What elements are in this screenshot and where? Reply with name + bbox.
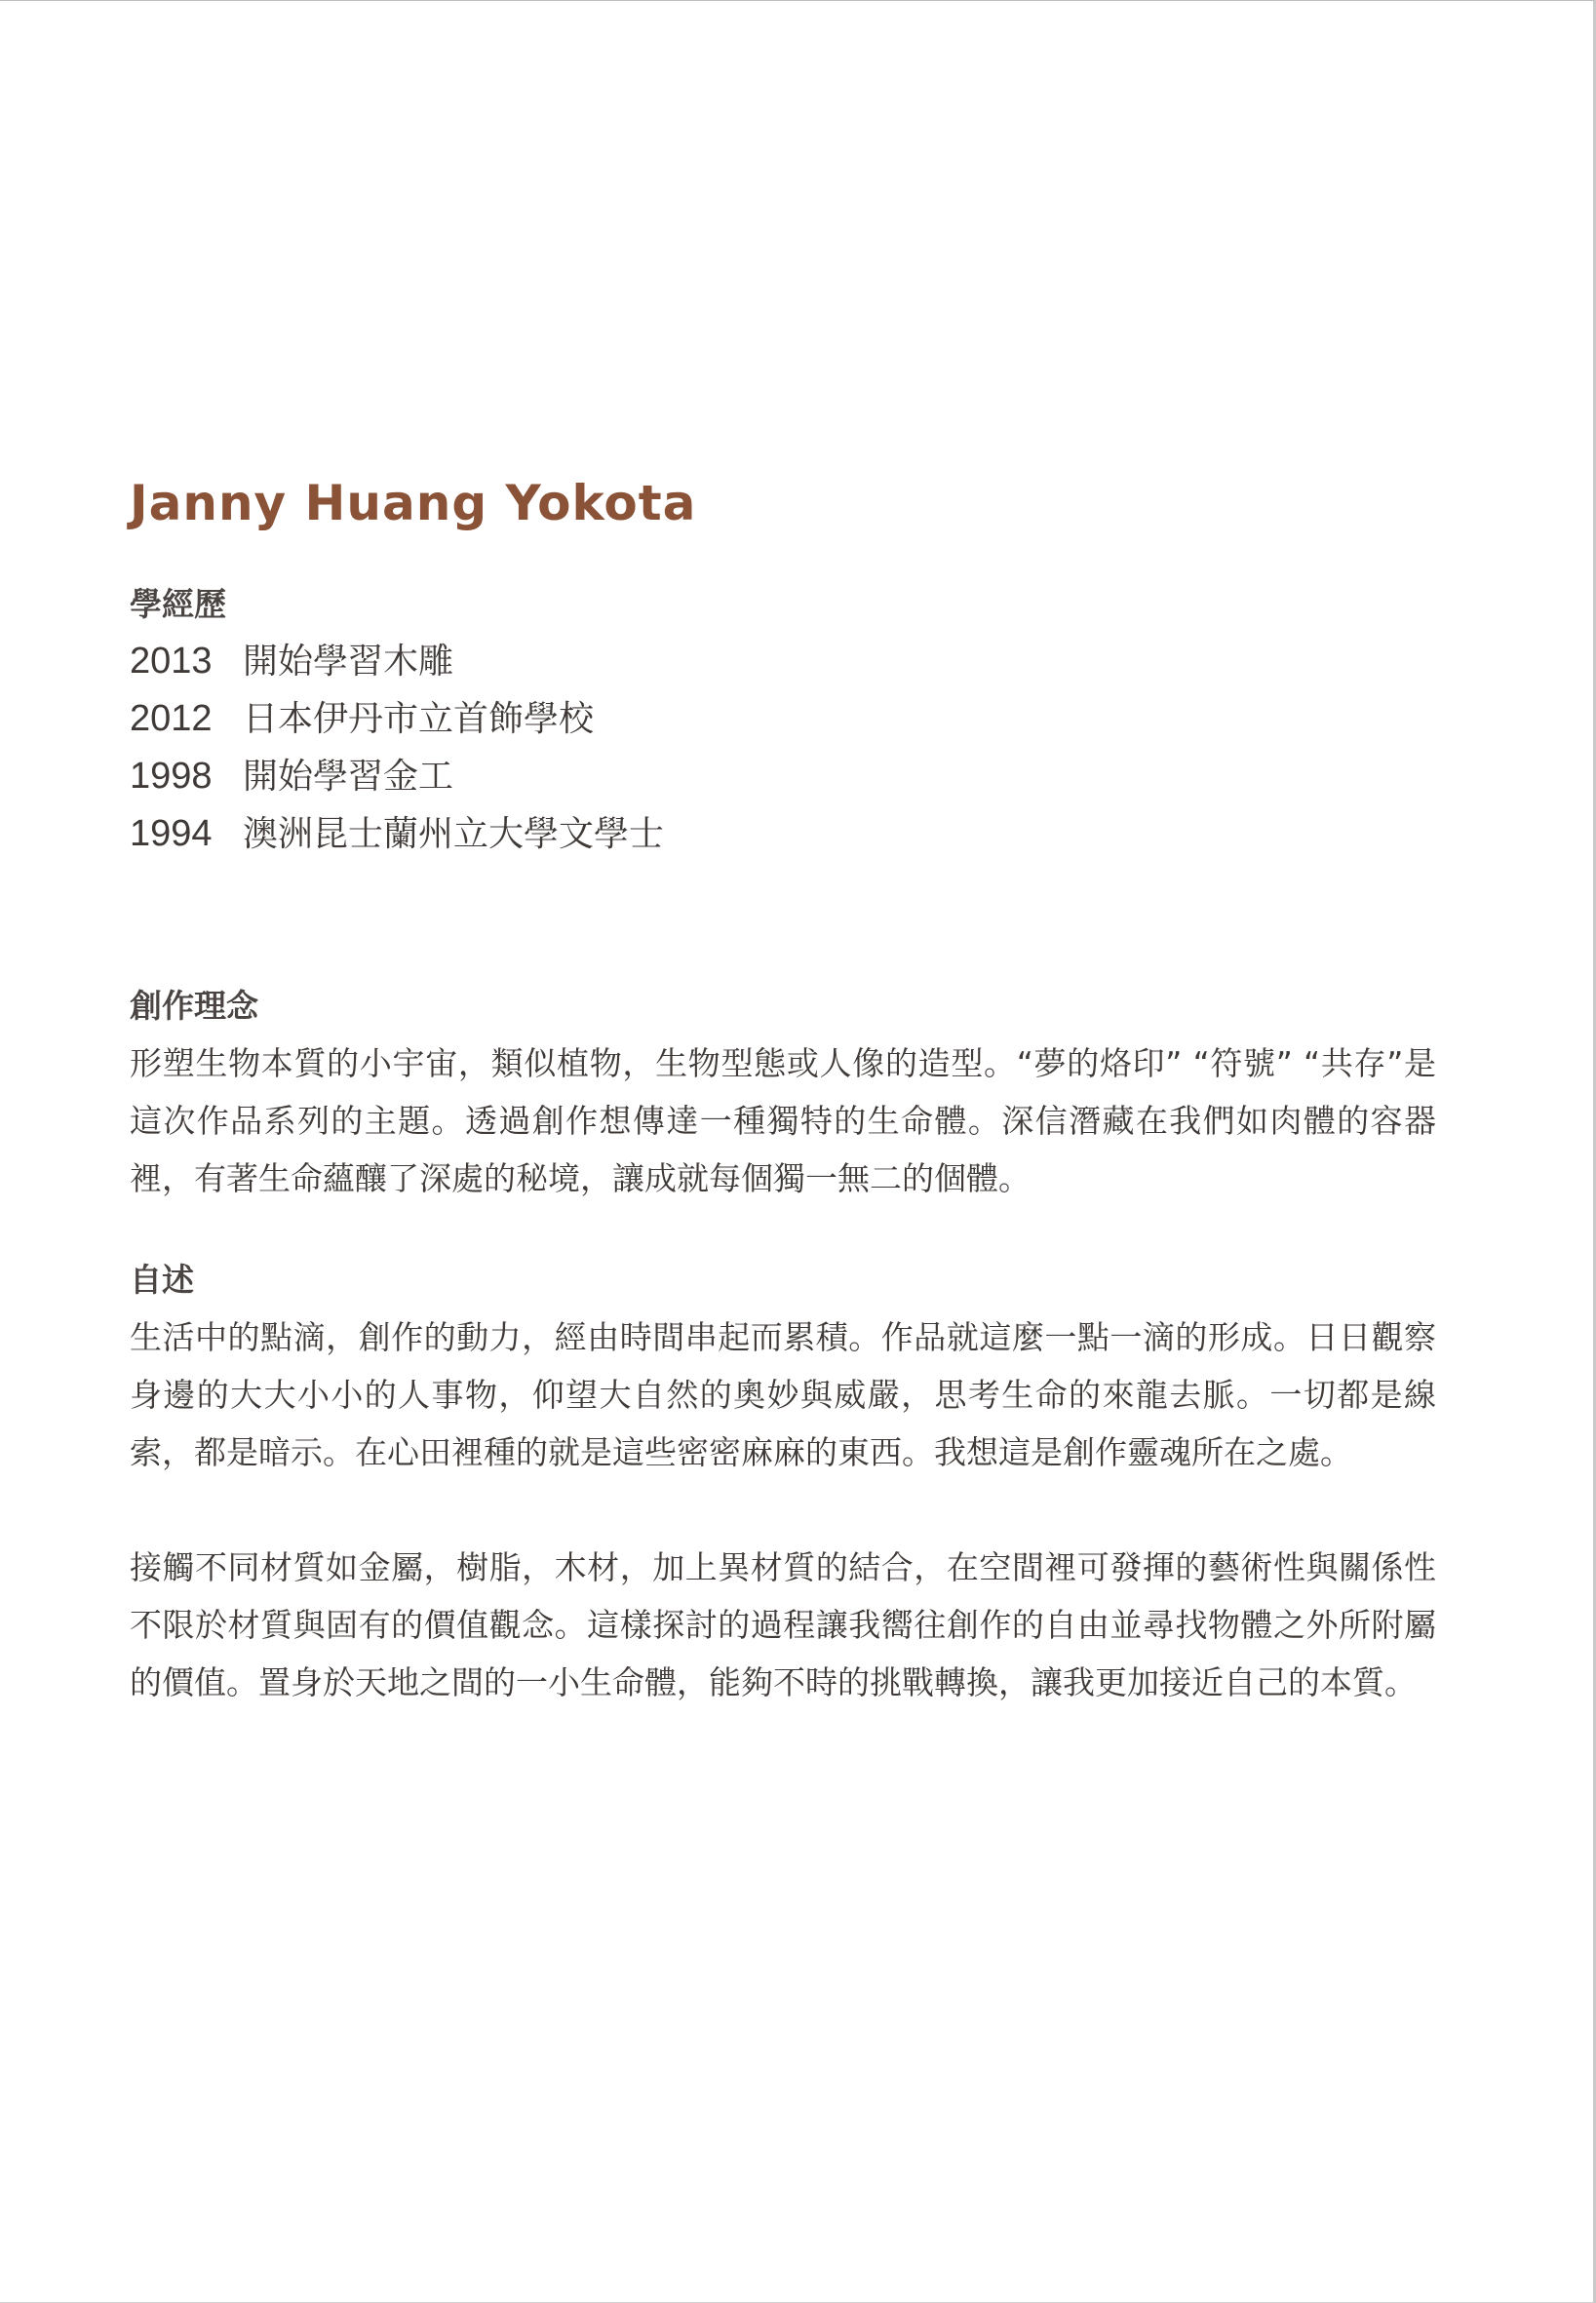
concept-heading: 創作理念 [130, 987, 258, 1025]
page-content [130, 469, 1436, 1711]
education-item [130, 748, 1436, 805]
artist-name: Janny Huang Yokota [130, 475, 697, 531]
bio-paragraph-2: 接觸不同材質如金屬，樹脂，木材，加上異材質的結合，在空間裡可發揮的藝術性與關係性不限於材質與固有的價值觀念。這樣探討的過程讓我嚮往創作的自由並尋找物體之外所附屬的價值。置身於天地之間的一小生命體，能夠不時的挑戰轉換，讓我更加接近自己的本質。 [130, 1548, 1436, 1701]
education-item [130, 805, 1436, 863]
bio-section [130, 1256, 1436, 1711]
concept-paragraph: 形塑生物本質的小宇宙，類似植物，生物型態或人像的造型。“夢的烙印” “符號” “共存”是這次作品系列的主題。透過創作想傳達一種獨特的生命體。深信潛藏在我們如肉體的容器裡，有著生命蘊釀了深處的秘境，讓成就每個獨一無二的個體。 [130, 1044, 1436, 1197]
education-year: 2012 [130, 698, 213, 739]
education-year: 2013 [130, 641, 213, 682]
education-year: 1994 [130, 813, 213, 854]
education-text: 開始學習金工 [243, 757, 454, 797]
education-item [130, 690, 1436, 748]
education-heading: 學經歷 [130, 585, 226, 623]
education-list [130, 633, 1436, 863]
concept-section [130, 982, 1436, 1207]
education-text: 澳洲昆士蘭州立大學文學士 [243, 814, 665, 854]
education-year: 1998 [130, 756, 213, 797]
bio-heading: 自述 [130, 1261, 194, 1299]
education-text: 日本伊丹市立首飾學校 [243, 699, 595, 739]
education-section [130, 580, 1436, 863]
education-item [130, 633, 1436, 690]
bio-paragraph-1: 生活中的點滴，創作的動力，經由時間串起而累積。作品就這麼一點一滴的形成。日日觀察身邊的大大小小的人事物，仰望大自然的奧妙與威嚴，思考生命的來龍去脈。一切都是線索，都是暗示。在心田裡種的就是這些密密麻麻的東西。我想這是創作靈魂所在之處。 [130, 1318, 1436, 1471]
education-text: 開始學習木雕 [243, 642, 454, 682]
